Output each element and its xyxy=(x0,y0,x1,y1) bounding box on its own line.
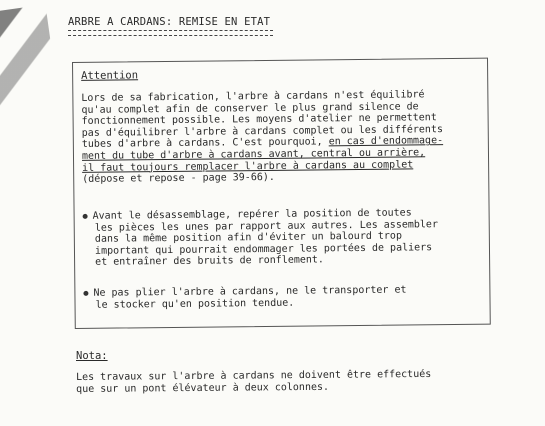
attention-heading: Attention xyxy=(81,69,139,82)
para-line: (dépose et repose - page 39-66). xyxy=(82,172,275,186)
attention-box xyxy=(72,58,491,329)
para-line: tubes d'arbre à cardans. C'est pourquoi, xyxy=(81,136,329,151)
bullet-line: le stocker qu'en position tendue. xyxy=(95,297,295,311)
para-line-underlined: en cas d'endommage- xyxy=(328,135,444,148)
bullet-item xyxy=(83,207,484,269)
para-line: qu'au complet afin de conserver le plus grand silence de xyxy=(81,100,419,116)
bullet-line: Ne pas plier l'arbre à cardans, ne le transporter et xyxy=(93,284,407,299)
bullet-line: Avant le désassemblage, repérer la position de toutes xyxy=(92,207,412,222)
bullet-icon xyxy=(83,290,88,295)
bullet-item xyxy=(83,284,483,311)
bullet-line: important qui pourrait endommager les portées de paliers xyxy=(94,242,433,257)
bullet-line: les pièces les unes par rapport aux autres. Les assembler xyxy=(94,218,438,234)
bullet-line: et entraîner des bruits de ronflement. xyxy=(95,254,324,269)
attention-paragraph xyxy=(81,89,482,186)
nota-line: que sur un pont élévateur à deux colonnes. xyxy=(76,381,330,395)
para-line-underlined: il faut toujours remplacer l'arbre à cardans au complet xyxy=(82,158,414,174)
bullet-line: dans la même position afin d'éviter un balourd trop xyxy=(94,230,402,245)
nota-paragraph xyxy=(76,369,431,395)
bullet-icon xyxy=(83,213,88,218)
para-line: Lors de sa fabrication, l'arbre à cardans n'est équilibré xyxy=(81,89,425,104)
title-underline xyxy=(68,30,273,36)
para-line: pas d'équilibrer l'arbre à cardans complet ou les différents xyxy=(81,123,444,139)
para-line: fonctionnement possible. Les moyens d'atelier ne permettent xyxy=(81,112,437,128)
scan-artifact xyxy=(0,4,62,131)
nota-heading: Nota: xyxy=(76,350,108,362)
nota-line: Les travaux sur l'arbre à cardans ne doivent être effectués xyxy=(76,368,432,383)
para-line-underlined: ment du tube d'arbre à cardans avant, central ou arrière, xyxy=(81,147,426,162)
page-title: ARBRE A CARDANS: REMISE EN ETAT xyxy=(68,16,271,28)
